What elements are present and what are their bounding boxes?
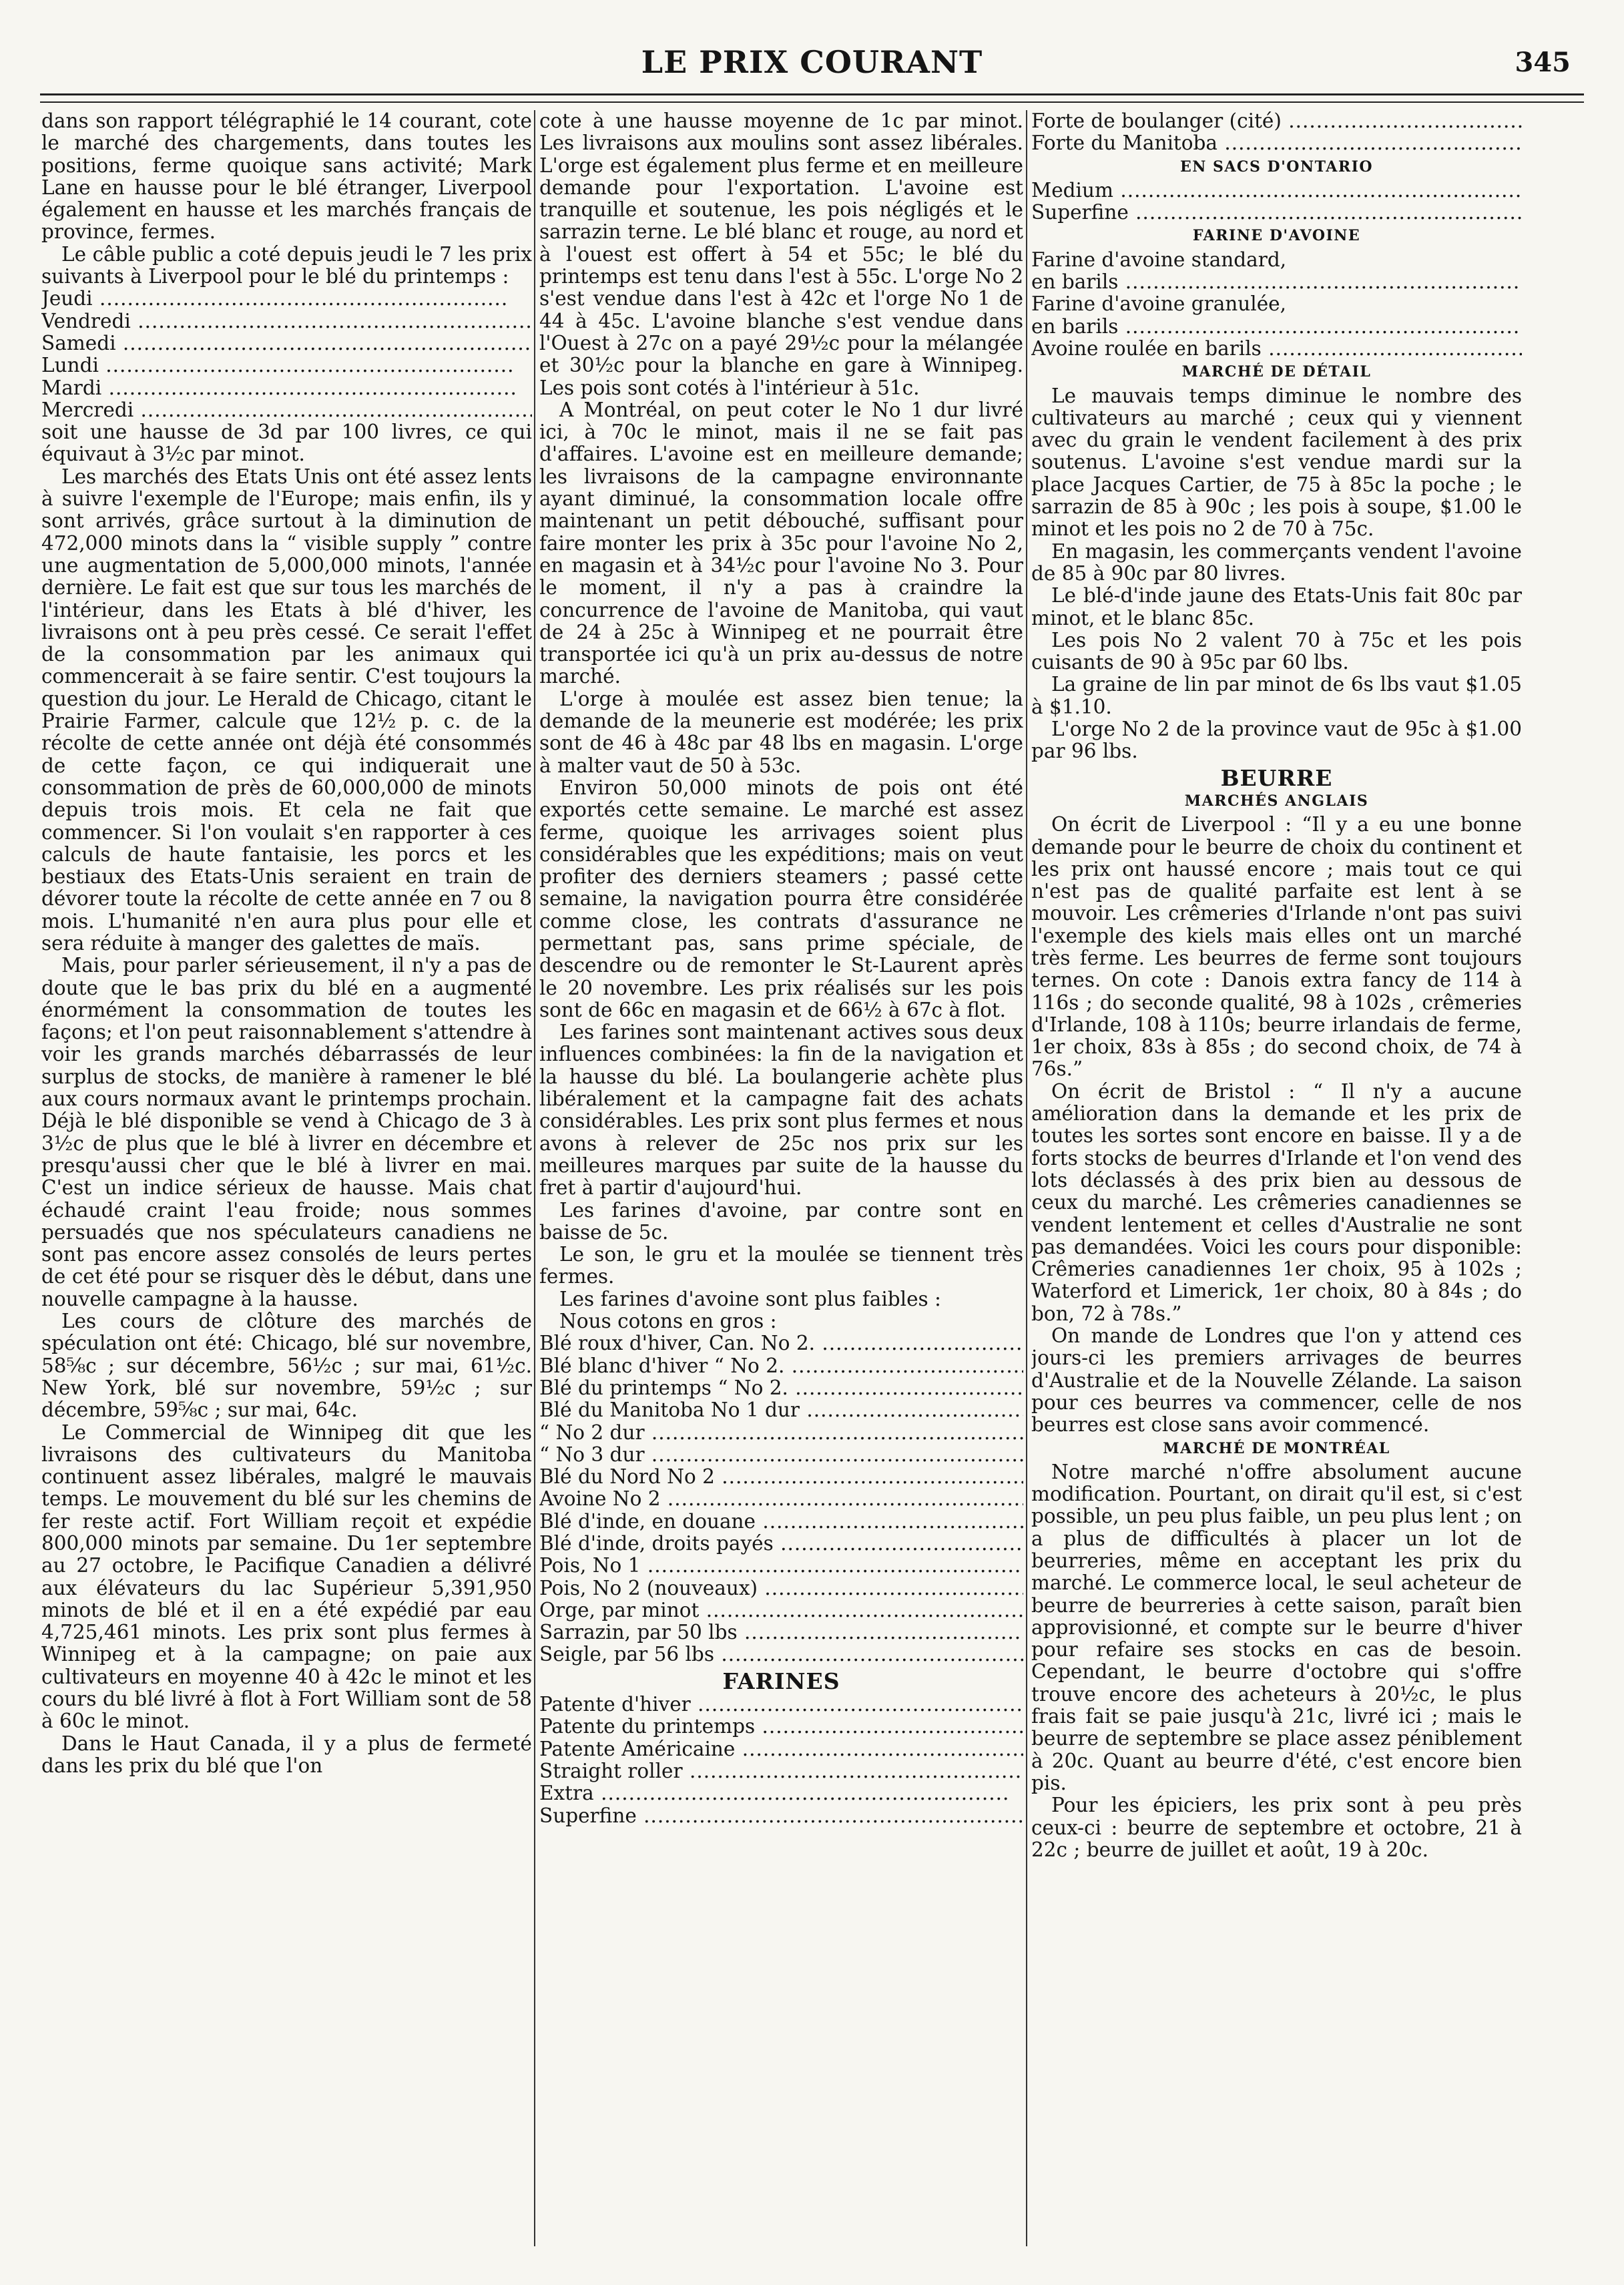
price-label: Blé d'inde, droits payés ..... — [539, 1533, 1023, 1555]
paragraph: Les farines sont maintenant actives sous deux influences combinées: la fin de la navigation et la hausse du blé. La boulangerie achète plus libéralement et la campagne fait des achats considérables. Les prix sont plus fermes et nous avons à relever de 25c nos prix sur les meilleures marques par suite de la hausse du fret à partir d'aujourd'hui. — [539, 1021, 1023, 1200]
paragraph: Les cours de clôture des marchés de spéculation ont été: Chicago, blé sur novembre, 58⅝c ; sur décembre, 56½c ; sur mai, 61½c. New York, blé sur novembre, 59½c ; sur décembre, 59⅝c ; sur mai, 64c. — [41, 1310, 532, 1422]
avoine-price-table — [1031, 249, 1522, 360]
header-rule — [40, 93, 1584, 95]
price-row — [539, 1488, 1023, 1510]
price-label: Medium ..... — [1031, 180, 1522, 202]
price-label: Orge, par minot ..... — [539, 1599, 1023, 1621]
price-label: Mercredi ..... — [41, 399, 532, 421]
subheading-farine-avoine: FARINE D'AVOINE — [1192, 227, 1361, 245]
price-row — [539, 1782, 1023, 1804]
price-label: Jeudi ..... — [41, 288, 532, 310]
price-label: Seigle, par 56 lbs ..... — [539, 1643, 1023, 1666]
price-row — [539, 1377, 1023, 1399]
price-row — [539, 1716, 1023, 1738]
price-label: Blé roux d'hiver, Can. No 2. ..... — [539, 1332, 1023, 1354]
price-row — [539, 1511, 1023, 1533]
price-label: Samedi ..... — [41, 332, 532, 354]
price-label: Extra ..... — [539, 1782, 1023, 1804]
paragraph: cote à une hausse moyenne de 1c par minot. Les livraisons aux moulins sont assez libérales. L'orge est également plus ferme et en meilleure demande pour l'exportation. L'avoine est tranquille et soutenue, les pois négligés et le sarrazin terne. Le blé blanc et rouge, au nord et à l'ouest est offert à 54 et 55c; le blé du printemps est tenu dans l'est à 55c. L'orge No 2 s'est vendue dans l'est à 42c et l'orge No 1 de 44 à 45c. L'avoine blanche s'est vendue dans l'Ouest à 27c on a payé 29½c pour la mélangée et 30½c pour la blanche en gare à Winnipeg. Les pois sont cotés à l'intérieur à 51c. — [539, 110, 1023, 399]
price-label: Patente Américaine ..... — [539, 1738, 1023, 1760]
page-number: 345 — [1515, 47, 1571, 78]
price-label: Pois, No 2 (nouveaux) ..... — [539, 1577, 1023, 1599]
price-label: Farine d'avoine standard, — [1031, 248, 1287, 271]
column-3 — [1031, 110, 1522, 2246]
grain-price-table — [539, 1332, 1023, 1666]
price-label: Avoine roulée en barils ..... — [1031, 338, 1522, 360]
price-row — [539, 1332, 1023, 1354]
paragraph: Les pois No 2 valent 70 à 75c et les pois cuisants de 90 à 95c par 60 lbs. — [1031, 628, 1522, 674]
price-label: Patente du printemps ..... — [539, 1716, 1023, 1738]
column-divider — [1026, 110, 1027, 2246]
price-label: Blé du Manitoba No 1 dur ..... — [539, 1399, 1023, 1421]
paragraph: Mais, pour parler sérieusement, il n'y a pas de doute que le bas prix du blé en a augmenté énormément la consommation de toutes les façons; et l'on peut raisonnablement s'attendre à voir les grands marchés débarrassés de leur surplus de stocks, de manière à ramener le blé aux cours normaux avant le printemps prochain. Déjà le blé disponible se vend à Chicago de 3 à 3½c de plus que le blé à livrer en décembre et presqu'aussi cher que le blé à livrer en mai. C'est un indice sérieux de hausse. Mais chat échaudé craint l'eau froide; nous sommes persuadés que nos spéculateurs canadiens ne sont pas encore assez consolés de leurs pertes de cet été pour se risquer dès le début, dans une nouvelle campagne à la hausse. — [41, 954, 532, 1310]
price-row — [1031, 293, 1522, 315]
paragraph: On mande de Londres que l'on y attend ces jours-ci les premiers arrivages de beurres d'Australie et de la Nouvelle Zélande. La saison pour ces beurres va commencer, celle de nos beurres est close sans avoir commencé. — [1031, 1324, 1522, 1437]
price-row — [539, 1577, 1023, 1599]
paragraph: Dans le Haut Canada, il y a plus de fermeté dans les prix du blé que l'on — [41, 1732, 532, 1777]
price-label: “ No 2 dur ..... — [539, 1422, 1023, 1444]
price-label: Pois, No 1 ..... — [539, 1555, 1023, 1577]
price-row — [539, 1422, 1023, 1444]
paragraph: En magasin, les commerçants vendent l'avoine de 85 à 90c par 80 livres. — [1031, 539, 1522, 585]
price-label: Blé du Nord No 2 ..... — [539, 1466, 1023, 1488]
paragraph: soit une hausse de 3d par 100 livres, ce qui équivaut à 3½c par minot. — [41, 421, 532, 466]
price-label: Lundi ..... — [41, 354, 532, 376]
paragraph: Les marchés des Etats Unis ont été assez lents à suivre l'exemple de l'Europe; mais enfin, ils y sont arrivés, grâce surtout à la diminution de 472,000 minots dans la “ visible supply ” contre une augmentation de 5,000,000 minots, l'année dernière. Le fait est que sur tous les marchés de l'intérieur, dans les Etats à blé d'hiver, les livraisons ont à peu près cessé. Ce serait l'effet de la consommation par les animaux qui commencerait à se faire sentir. C'est toujours la question du jour. Le Herald de Chicago, citant le Prairie Farmer, calcule que 12½ p. c. de la récolte de cette année ont déjà été consommés de cette façon, ce qui indiquerait une consommation de près de 60,000,000 de minots depuis trois mois. Et cela ne fait que commencer. Si l'on voulait s'en rapporter à ces calculs de haute fantaisie, les porcs et les bestiaux des Etats-Unis seraient en train de dévorer toute la récolte de cette année en 7 ou 8 mois. L'humanité n'en aura plus pour elle et sera réduite à manger des galettes de maïs. — [41, 465, 532, 955]
liverpool-price-table — [41, 288, 532, 421]
price-row — [539, 1621, 1023, 1643]
price-label: Superfine ..... — [539, 1805, 1023, 1827]
paragraph: Le mauvais temps diminue le nombre des cultivateurs au marché ; ceux qui y viennent avec du grain le vendent facilement à des prix soutenus. L'avoine s'est vendue mardi sur la place Jacques Cartier, de 75 à 85c la poche ; le sarrazin de 85 à 90c ; les pois à soupe, $1.00 le minot et les pois no 2 de 70 à 75c. — [1031, 384, 1522, 541]
price-label: Mardi ..... — [41, 377, 532, 399]
page-title: LE PRIX COURANT — [641, 44, 983, 80]
paragraph: L'orge à moulée est assez bien tenue; la demande de la meunerie est modérée; les prix sont de 46 à 48c par 48 lbs en magasin. L'orge à malter vaut de 50 à 53c. — [539, 687, 1023, 777]
price-label: en barils ..... — [1031, 271, 1522, 293]
price-row — [41, 399, 532, 421]
price-label: Vendredi ..... — [41, 310, 532, 332]
price-row — [539, 1599, 1023, 1621]
price-row — [1031, 132, 1522, 154]
price-row — [539, 1355, 1023, 1377]
price-row — [1031, 110, 1522, 132]
price-row — [1031, 338, 1522, 360]
paragraph: L'orge No 2 de la province vaut de 95c à $1.00 par 96 lbs. — [1031, 718, 1522, 763]
paragraph: Les farines d'avoine sont plus faibles : — [559, 1287, 941, 1310]
price-label: Farine d'avoine granulée, — [1031, 293, 1287, 316]
paragraph: Le blé-d'inde jaune des Etats-Unis fait 80c par minot, et le blanc 85c. — [1031, 584, 1522, 629]
price-row — [539, 1533, 1023, 1555]
paragraph: On écrit de Liverpool : “Il y a eu une bonne demande pour le beurre de choix du continent et les prix ont haussé encore ; mais tout ce qui n'est pas de qualité parfaite est lent à se mouvoir. Les crêmeries d'Irlande n'ont pas suivi l'exemple des kiels mais elles ont un marché très ferme. Les beurres de ferme sont toujours ternes. On cote : Danois extra fancy de 114 à 116s ; do seconde qualité, 98 à 102s , crêmeries d'Irlande, 108 à 110s; beurre irlandais de ferme, 1er choix, 83s à 85s ; do second choix, de 74 à 76s.” — [1031, 813, 1522, 1081]
price-row — [41, 354, 532, 376]
price-row — [539, 1760, 1023, 1782]
header-rule-thin — [40, 101, 1584, 103]
price-row — [41, 332, 532, 354]
paragraph: On écrit de Bristol : “ Il n'y a aucune amélioration dans la demande et les prix de toutes les sortes sont encore en baisse. Il y a de forts stocks de beurres d'Irlande et l'on vend des lots déclassés à des prix bien au dessous de ceux du marché. Les crêmeries canadiennes se vendent lentement et celles d'Australie ne sont pas demandées. Voici les cours pour disponible: Crêmeries canadiennes 1er choix, 95 à 102s ; Waterford et Limerick, 1er choix, 80 à 84s ; do bon, 72 à 78s.” — [1031, 1079, 1522, 1325]
price-label: en barils ..... — [1031, 316, 1522, 338]
price-row — [1031, 202, 1522, 224]
masthead — [40, 40, 1584, 87]
paragraph: Le câble public a coté depuis jeudi le 7 les prix suivants à Liverpool pour le blé du printemps : — [41, 242, 532, 288]
price-row — [539, 1643, 1023, 1666]
paragraph: dans son rapport télégraphié le 14 courant, cote le marché des chargements, dans toutes les positions, ferme quoique sans activité; Mark Lane en hausse pour le blé étranger, Liverpool également en hausse et les marchés français de province, fermes. — [41, 110, 532, 244]
price-row — [1031, 249, 1522, 271]
price-label: Straight roller ..... — [539, 1760, 1023, 1782]
paragraph: A Montréal, on peut coter le No 1 dur livré ici, à 70c le minot, mais il ne se fait pas d'affaires. L'avoine est en meilleure demande; les livraisons de la campagne environnante ayant diminué, la consommation locale offre maintenant un petit débouché, suffisant pour faire monter les prix à 35c pour l'avoine No 2, en magasin et à 34½c pour l'avoine No 3. Pour le moment, il n'y a pas à craindre la concurrence de l'avoine de Manitoba, qui vaut de 24 à 25c à Winnipeg et ne pourrait être transportée ici qu'à un prix au-dessus de notre marché. — [539, 398, 1023, 688]
price-row — [1031, 180, 1522, 202]
column-1 — [41, 110, 532, 2246]
paragraph: Le Commercial de Winnipeg dit que les livraisons des cultivateurs du Manitoba continuent assez libérales, malgré le mauvais temps. Le mouvement du blé sur les chemins de fer reste actif. Fort William reçoit et expédie 800,000 minots par semaine. Du 1er septembre au 27 octobre, le Pacifique Canadien a délivré aux élévateurs du lac Supérieur 5,391,950 minots de blé et il en a été expédié par eau 4,725,461 minots. Les prix sont plus fermes à Winnipeg et à la campagne; on paie aux cultivateurs en moyenne 40 à 42c le minot et les cours du blé livré à flot à Fort William sont de 58 à 60c le minot. — [41, 1421, 532, 1733]
price-label: Forte du Manitoba ..... — [1031, 132, 1522, 154]
flour-top-table — [1031, 110, 1522, 155]
price-row — [539, 1738, 1023, 1760]
column-divider — [534, 110, 535, 2246]
price-label: Blé blanc d'hiver “ No 2. ..... — [539, 1355, 1023, 1377]
farines-price-table — [539, 1694, 1023, 1827]
subheading-marche-detail: MARCHÉ DE DÉTAIL — [1181, 363, 1372, 381]
price-label: “ No 3 dur ..... — [539, 1444, 1023, 1466]
section-heading-beurre: BEURRE — [1220, 764, 1333, 791]
paragraph: Nous cotons en gros : — [559, 1310, 777, 1333]
price-row — [539, 1555, 1023, 1577]
price-label: Blé d'inde, en douane ..... — [539, 1511, 1023, 1533]
subheading-sacs: EN SACS D'ONTARIO — [1179, 158, 1374, 176]
price-row — [1031, 271, 1522, 293]
paragraph: Environ 50,000 minots de pois ont été exportés cette semaine. Le marché est assez ferme, quoique les arrivages soient plus considérables que les expéditions; mais on veut profiter des derniers steamers ; passé cette semaine, la navigation pourra être considérée comme close, les contrats d'assurance ne permettant pas, sans prime spéciale, de descendre ou de remonter le St-Laurent après le 20 novembre. Les prix réalisés sur les pois sont de 66c en magasin et de 66½ à 67c à flot. — [539, 776, 1023, 1021]
price-row — [539, 1466, 1023, 1488]
paragraph: Le son, le gru et la moulée se tiennent très fermes. — [539, 1243, 1023, 1288]
price-label: Patente d'hiver ..... — [539, 1694, 1023, 1716]
price-row — [41, 288, 532, 310]
section-heading-farines: FARINES — [722, 1668, 840, 1694]
paragraph: La graine de lin par minot de 6s lbs vaut $1.05 à $1.10. — [1031, 673, 1522, 718]
price-row — [539, 1399, 1023, 1421]
subheading-marches-anglais: MARCHÉS ANGLAIS — [1184, 792, 1369, 810]
subheading-marche-montreal: MARCHÉ DE MONTRÉAL — [1163, 1439, 1390, 1457]
price-label: Blé du printemps “ No 2. ..... — [539, 1377, 1023, 1399]
price-row — [539, 1444, 1023, 1466]
price-row — [41, 310, 532, 332]
paragraph: Les farines d'avoine, par contre sont en baisse de 5c. — [539, 1198, 1023, 1244]
price-row — [539, 1694, 1023, 1716]
price-row — [41, 377, 532, 399]
sacs-price-table — [1031, 180, 1522, 224]
price-label: Superfine ..... — [1031, 202, 1522, 224]
price-label: Forte de boulanger (cité) ..... — [1031, 110, 1522, 132]
column-2 — [539, 110, 1023, 2246]
price-row — [1031, 316, 1522, 338]
price-row — [539, 1805, 1023, 1827]
price-label: Avoine No 2 ..... — [539, 1488, 1023, 1510]
price-label: Sarrazin, par 50 lbs ..... — [539, 1621, 1023, 1643]
paragraph: Pour les épiciers, les prix sont à peu près ceux-ci : beurre de septembre et octobre, 21 à 22c ; beurre de juillet et août, 19 à 20c. — [1031, 1794, 1522, 1861]
paragraph: Notre marché n'offre absolument aucune modification. Pourtant, on dirait qu'il est, si c'est possible, un peu plus faible, un peu plus lent ; on a plus de difficultés à placer un lot de beurreries, même en acceptant les prix du marché. Le commerce local, le seul acheteur de beurre de beurreries à cette saison, paraît bien approvisionné, et compte sur le beurre d'hiver pour refaire ses stocks en cas de besoin. Cependant, le beurre d'octobre qui s'offre trouve encore des acheteurs à 20½c, le plus frais fait se paie jusqu'à 21c, livré ici ; mais le beurre de septembre se place assez péniblement à 20c. Quant au beurre d'été, c'est encore bien pis. — [1031, 1460, 1522, 1794]
